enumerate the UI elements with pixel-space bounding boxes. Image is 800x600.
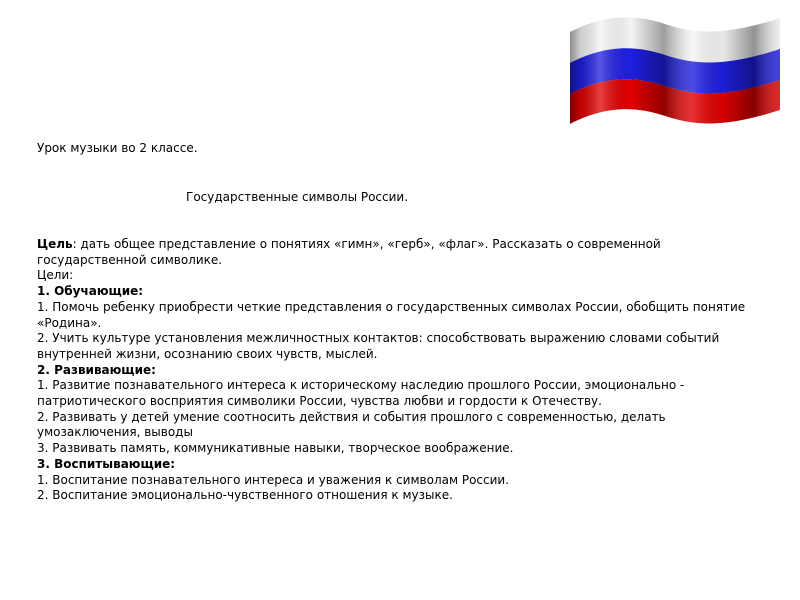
- russian-flag-image: [565, 10, 785, 138]
- section-item: 1. Воспитание познавательного интереса и уважения к символам России.: [37, 472, 510, 487]
- section-item: 2. Развивать у детей умение соотносить действия и события прошлого с современностью, делать умозаключения, выводы: [37, 409, 666, 440]
- goal-text: : дать общее представление о понятиях «гимн», «герб», «флаг». Рассказать о современной государственной символике.: [37, 237, 661, 267]
- goal-label: Цель: [37, 237, 73, 251]
- tasks-label: Цели:: [37, 268, 74, 283]
- page-title: Государственные символы России.: [186, 190, 409, 204]
- lesson-goals: [37, 237, 762, 504]
- section-heading: 2. Развивающие:: [37, 362, 156, 377]
- section-item: 3. Развивать память, коммуникативные навыки, творческое воображение.: [37, 441, 514, 456]
- section-item: 2. Воспитание эмоционально-чувственного отношения к музыке.: [37, 488, 453, 503]
- goal-line: [37, 237, 762, 268]
- section-item: 2. Учить культуре установления межличностных контактов: способствовать выражению словами событий внутренней жизни, осознанию своих чувств, мыслей.: [37, 331, 720, 361]
- section-item: 1. Развитие познавательного интереса к историческому наследию прошлого России, эмоционально - патриотического восприятия символики России, чувства любви и гордости к Отечеству.: [37, 378, 685, 409]
- section-heading: 1. Обучающие:: [37, 284, 144, 299]
- section-item: 1. Помочь ребенку приобрести четкие представления о государственных символах России, обобщить понятие «Родина».: [37, 299, 746, 330]
- lesson-label: Урок музыки во 2 классе.: [37, 141, 198, 155]
- section-heading: 3. Воспитывающие:: [37, 456, 176, 471]
